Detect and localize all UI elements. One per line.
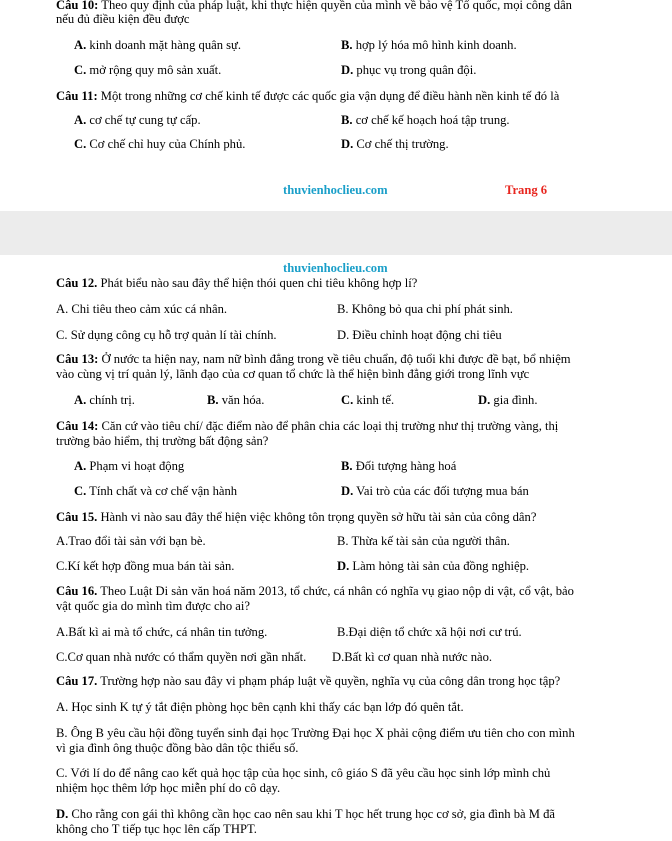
q12-stem: [56, 276, 616, 291]
q17-number: Câu 17.: [56, 674, 98, 688]
q15-option-a: A.Trao đổi tài sản với bạn bè.: [56, 534, 206, 548]
q15-stem: [56, 510, 616, 525]
option-letter: C.: [341, 393, 354, 407]
q17-option-b-line2: vì gia đình ông thuộc đồng bào dân tộc thiểu số.: [56, 741, 299, 755]
footer-site-link[interactable]: thuvienhoclieu.com: [283, 183, 388, 197]
q13-stem-line1: [56, 352, 616, 367]
q13-option-c: [341, 393, 394, 408]
q13-option-a: [74, 393, 135, 408]
q17-option-d-line1: [56, 807, 616, 822]
q11-text: Một trong những cơ chế kinh tế được các quốc gia vận dụng để điều hành nền kinh tế đó là: [97, 89, 560, 103]
option-text: văn hóa.: [218, 393, 265, 407]
option-letter: C.: [74, 137, 87, 151]
option-letter: D.: [341, 137, 354, 151]
q16-option-d: D.Bất kì cơ quan nhà nước nào.: [332, 650, 493, 664]
option-letter: A.: [74, 393, 87, 407]
page-7: [0, 255, 672, 841]
q14-option-a: [74, 459, 184, 474]
option-text: phục vụ trong quân đội.: [353, 63, 477, 77]
option-text: kinh doanh mặt hàng quân sự.: [86, 38, 242, 52]
q11-option-b: [341, 113, 510, 128]
option-text: Cho rằng con gái thì không cần học cao nên sau khi T học hết trung học cơ sở, gia đình bà M đã: [68, 807, 556, 821]
option-letter: A.: [74, 113, 87, 127]
q15-option-c: C.Kí kết hợp đồng mua bán tài sản.: [56, 559, 235, 573]
q17-stem: [56, 674, 616, 689]
page-number: Trang 6: [505, 183, 548, 197]
q13-stem-line2: vào cùng vị trí quản lý, lãnh đạo của cơ quan tổ chức là thể hiện bình đẳng giới trong lĩnh vực: [56, 367, 530, 381]
q15-option-d: [337, 559, 529, 574]
q17-option-b-line1: B. Ông B yêu cầu hội đồng tuyển sinh đại học Trường Đại học X phải cộng điểm ưu tiên cho con mình: [56, 726, 575, 740]
q10-option-a: [74, 38, 241, 53]
q14-text: Căn cứ vào tiêu chí/ đặc điểm nào để phân chia các loại thị trường như thị trường vàng, thị: [98, 419, 559, 433]
q15-text: Hành vi nào sau đây thể hiện việc không tôn trọng quyền sở hữu tài sản của công dân?: [97, 510, 537, 524]
q12-option-a: A. Chi tiêu theo cảm xúc cá nhân.: [56, 302, 228, 316]
option-letter: C.: [74, 484, 87, 498]
option-text: Vai trò của các đối tượng mua bán: [353, 484, 529, 498]
q11-option-d: [341, 137, 449, 152]
q14-option-d: [341, 484, 529, 499]
option-letter: D.: [341, 63, 354, 77]
q10-stem-line2: nếu đủ điều kiện đều được: [56, 12, 190, 26]
q14-stem-line1: [56, 419, 616, 434]
q14-option-b: [341, 459, 456, 474]
option-letter: A.: [74, 459, 87, 473]
option-letter: D.: [478, 393, 491, 407]
option-text: hợp lý hóa mô hình kinh doanh.: [352, 38, 517, 52]
option-letter: D.: [56, 807, 69, 821]
q10-text: Theo quy định của pháp luật, khi thực hiện quyền của mình về bảo vệ Tổ quốc, mọi công dân: [98, 0, 572, 12]
option-text: cơ chế kế hoạch hoá tập trung.: [352, 113, 510, 127]
option-text: gia đình.: [490, 393, 538, 407]
q10-number: Câu 10:: [56, 0, 99, 12]
q16-option-a: A.Bất kì ai mà tổ chức, cá nhân tin tưởng.: [56, 625, 268, 639]
q13-number: Câu 13:: [56, 352, 99, 366]
option-text: Tính chất và cơ chế vận hành: [86, 484, 238, 498]
q10-option-d: [341, 63, 476, 78]
option-text: kinh tế.: [353, 393, 395, 407]
q14-stem-line2: trường bảo hiểm, thị trường bất động sản?: [56, 434, 269, 448]
option-text: cơ chế tự cung tự cấp.: [86, 113, 201, 127]
option-text: mở rộng quy mô sản xuất.: [86, 63, 222, 77]
q17-option-c-line1: C. Với lí do để nâng cao kết quả học tập của học sinh, cô giáo S đã yêu cầu học sinh lớp mình chủ: [56, 766, 551, 780]
q12-option-b: B. Không bỏ qua chi phí phát sinh.: [337, 302, 513, 316]
q14-option-c: [74, 484, 237, 499]
option-letter: D.: [337, 559, 350, 573]
q10-option-c: [74, 63, 221, 78]
option-letter: A.: [74, 38, 87, 52]
q17-option-a: A. Học sinh K tự ý tắt điện phòng học bên cạnh khi thấy các bạn lớp đó quên tắt.: [56, 700, 464, 714]
option-letter: C.: [74, 63, 87, 77]
option-letter: B.: [341, 113, 353, 127]
q17-option-c-line2: nhiệm học thêm lớp học miễn phí do cô dạy.: [56, 781, 281, 795]
q12-option-d: D. Điều chỉnh hoạt động chi tiêu: [337, 328, 502, 342]
page-separator: [0, 211, 672, 255]
option-text: chính trị.: [86, 393, 135, 407]
q13-option-b: [207, 393, 264, 408]
q11-option-a: [74, 113, 201, 128]
q16-option-b: B.Đại diện tổ chức xã hội nơi cư trú.: [337, 625, 522, 639]
option-text: Cơ chế chỉ huy của Chính phủ.: [86, 137, 246, 151]
option-text: Đối tượng hàng hoá: [352, 459, 457, 473]
q10-stem-line1: [56, 0, 616, 13]
q14-number: Câu 14:: [56, 419, 99, 433]
q10-option-b: [341, 38, 517, 53]
option-text: Phạm vi hoạt động: [86, 459, 185, 473]
q11-number: Câu 11:: [56, 89, 98, 103]
q13-text: Ở nước ta hiện nay, nam nữ bình đẳng trong về tiêu chuẩn, độ tuổi khi được đề bạt, bổ nhiệm: [98, 352, 571, 366]
q12-option-c: C. Sử dụng công cụ hỗ trợ quản lí tài chính.: [56, 328, 277, 342]
q16-option-c: C.Cơ quan nhà nước có thẩm quyền nơi gần nhất.: [56, 650, 307, 664]
q16-stem-line2: vật quốc gia do mình tìm được cho ai?: [56, 599, 250, 613]
header-site-link[interactable]: thuvienhoclieu.com: [283, 261, 388, 275]
q13-option-d: [478, 393, 537, 408]
option-letter: B.: [207, 393, 219, 407]
q15-number: Câu 15.: [56, 510, 98, 524]
q11-stem: [56, 89, 616, 104]
q15-option-b: B. Thừa kế tài sản của người thân.: [337, 534, 510, 548]
q16-number: Câu 16.: [56, 584, 98, 598]
option-letter: B.: [341, 38, 353, 52]
q12-text: Phát biểu nào sau đây thể hiện thói quen chi tiêu không hợp lí?: [97, 276, 418, 290]
q17-option-d-line2: không cho T tiếp tục học lên cấp THPT.: [56, 822, 257, 836]
q16-text: Theo Luật Di sản văn hoá năm 2013, tổ chức, cá nhân có nghĩa vụ giao nộp di vật, cổ vật, bảo: [97, 584, 574, 598]
q11-option-c: [74, 137, 245, 152]
q12-number: Câu 12.: [56, 276, 98, 290]
page-6: [0, 0, 672, 211]
q17-text: Trường hợp nào sau đây vi phạm pháp luật về quyền, nghĩa vụ của công dân trong học tập?: [97, 674, 561, 688]
q16-stem-line1: [56, 584, 616, 599]
option-text: Cơ chế thị trường.: [353, 137, 449, 151]
option-letter: D.: [341, 484, 354, 498]
option-letter: B.: [341, 459, 353, 473]
option-text: Làm hỏng tài sản của đồng nghiệp.: [349, 559, 530, 573]
